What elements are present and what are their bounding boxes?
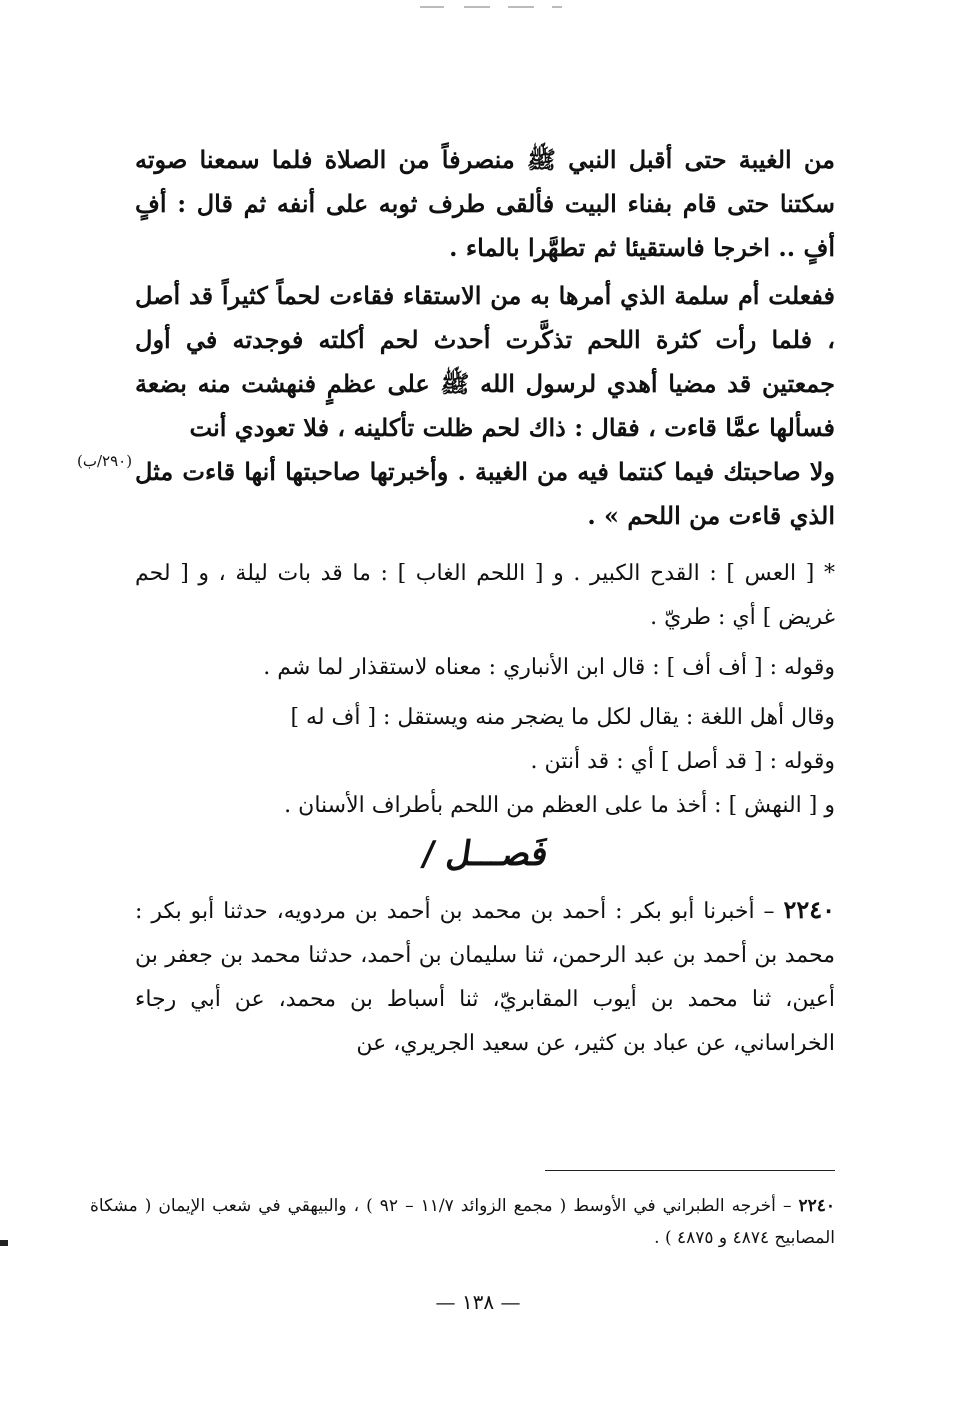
hadith-number: ٢٢٤٠	[783, 895, 835, 924]
page-number: — ١٣٨ —	[435, 1290, 521, 1314]
main-paragraph-2-part-1: ففعلت أم سلمة الذي أمرها به من الاستقاء فقاءت لحماً كثيراً قد أصل ، فلما رأت كثرة اللحم تذكَّرت أحدث لحم أكلته فوجدته في أول جمعتين قد مضيا أهدي لرسول الله ﷺ على عظمٍ فنهشت منه بضعة فسألها عمَّا قاءت ، فقال : ذاك لحم ظلت تأكلينه ، فلا تعودي أنت	[135, 281, 835, 442]
note-vocab-5: و [ النهش ] : أخذ ما على العظم من اللحم بأطراف الأسنان .	[284, 793, 835, 818]
section-heading-fasl: فَصـــل /	[419, 834, 551, 874]
top-dashes-decoration	[420, 2, 570, 12]
marginal-manuscript-ref: (٢٩٠/ب)	[77, 452, 133, 470]
main-paragraph-1: من الغيبة حتى أقبل النبي ﷺ منصرفاً من الصلاة فلما سمعنا صوته سكتنا حتى قام بفناء البيت فألقى طرف ثوبه على أنفه ثم قال : أفٍ أفٍ .. اخرجا فاستقيئا ثم تطهَّرا بالماء .	[135, 145, 836, 262]
note-vocab-1: * [ العس ] : القدح الكبير . و [ اللحم الغاب ] : ما قد بات ليلة ، و [ لحم غريض ] أي : طريّ .	[135, 561, 835, 630]
main-paragraph-2-part-2: ولا صاحبتك فيما كنتما فيه من الغيبة . وأخبرتها صاحبتها أنها قاءت مثل الذي قاءت من اللحم » .	[135, 457, 835, 530]
footnote-number: ٢٢٤٠	[798, 1196, 836, 1216]
footnote	[90, 1190, 835, 1254]
hadith-paragraph	[135, 888, 835, 1066]
note-vocab-2: وقوله : [ أف أف ] : قال ابن الأنباري : معناه لاستقذار لما شم .	[263, 655, 835, 680]
note-vocab-4: وقوله : [ قد أصل ] أي : قد أنتن .	[530, 749, 835, 774]
page-body	[77, 138, 836, 1066]
hadith-text: – أخبرنا أبو بكر : أحمد بن محمد بن أحمد بن مردويه، حدثنا أبو بكر : محمد بن أحمد بن عبد الرحمن، ثنا سليمان بن أحمد، حدثنا محمد بن جعفر بن أعين، ثنا محمد بن أيوب المقابريّ، ثنا أسباط بن محمد، عن أبي رجاء الخراساني، عن عباد بن كثير، عن سعيد الجريري، عن	[135, 899, 835, 1056]
footnote-text: – أخرجه الطبراني في الأوسط ( مجمع الزوائد ١١/٧ – ٩٢ ) ، والبيهقي في شعب الإيمان ( مشكاة المصابيح ٤٨٧٤ و ٤٨٧٥ ) .	[90, 1196, 835, 1248]
scan-edge-mark	[0, 1240, 8, 1246]
main-paragraph-2	[77, 274, 835, 538]
note-vocab-3: وقال أهل اللغة : يقال لكل ما يضجر منه ويستقل : [ أف له ]	[290, 705, 835, 730]
footnote-separator	[545, 1170, 835, 1171]
